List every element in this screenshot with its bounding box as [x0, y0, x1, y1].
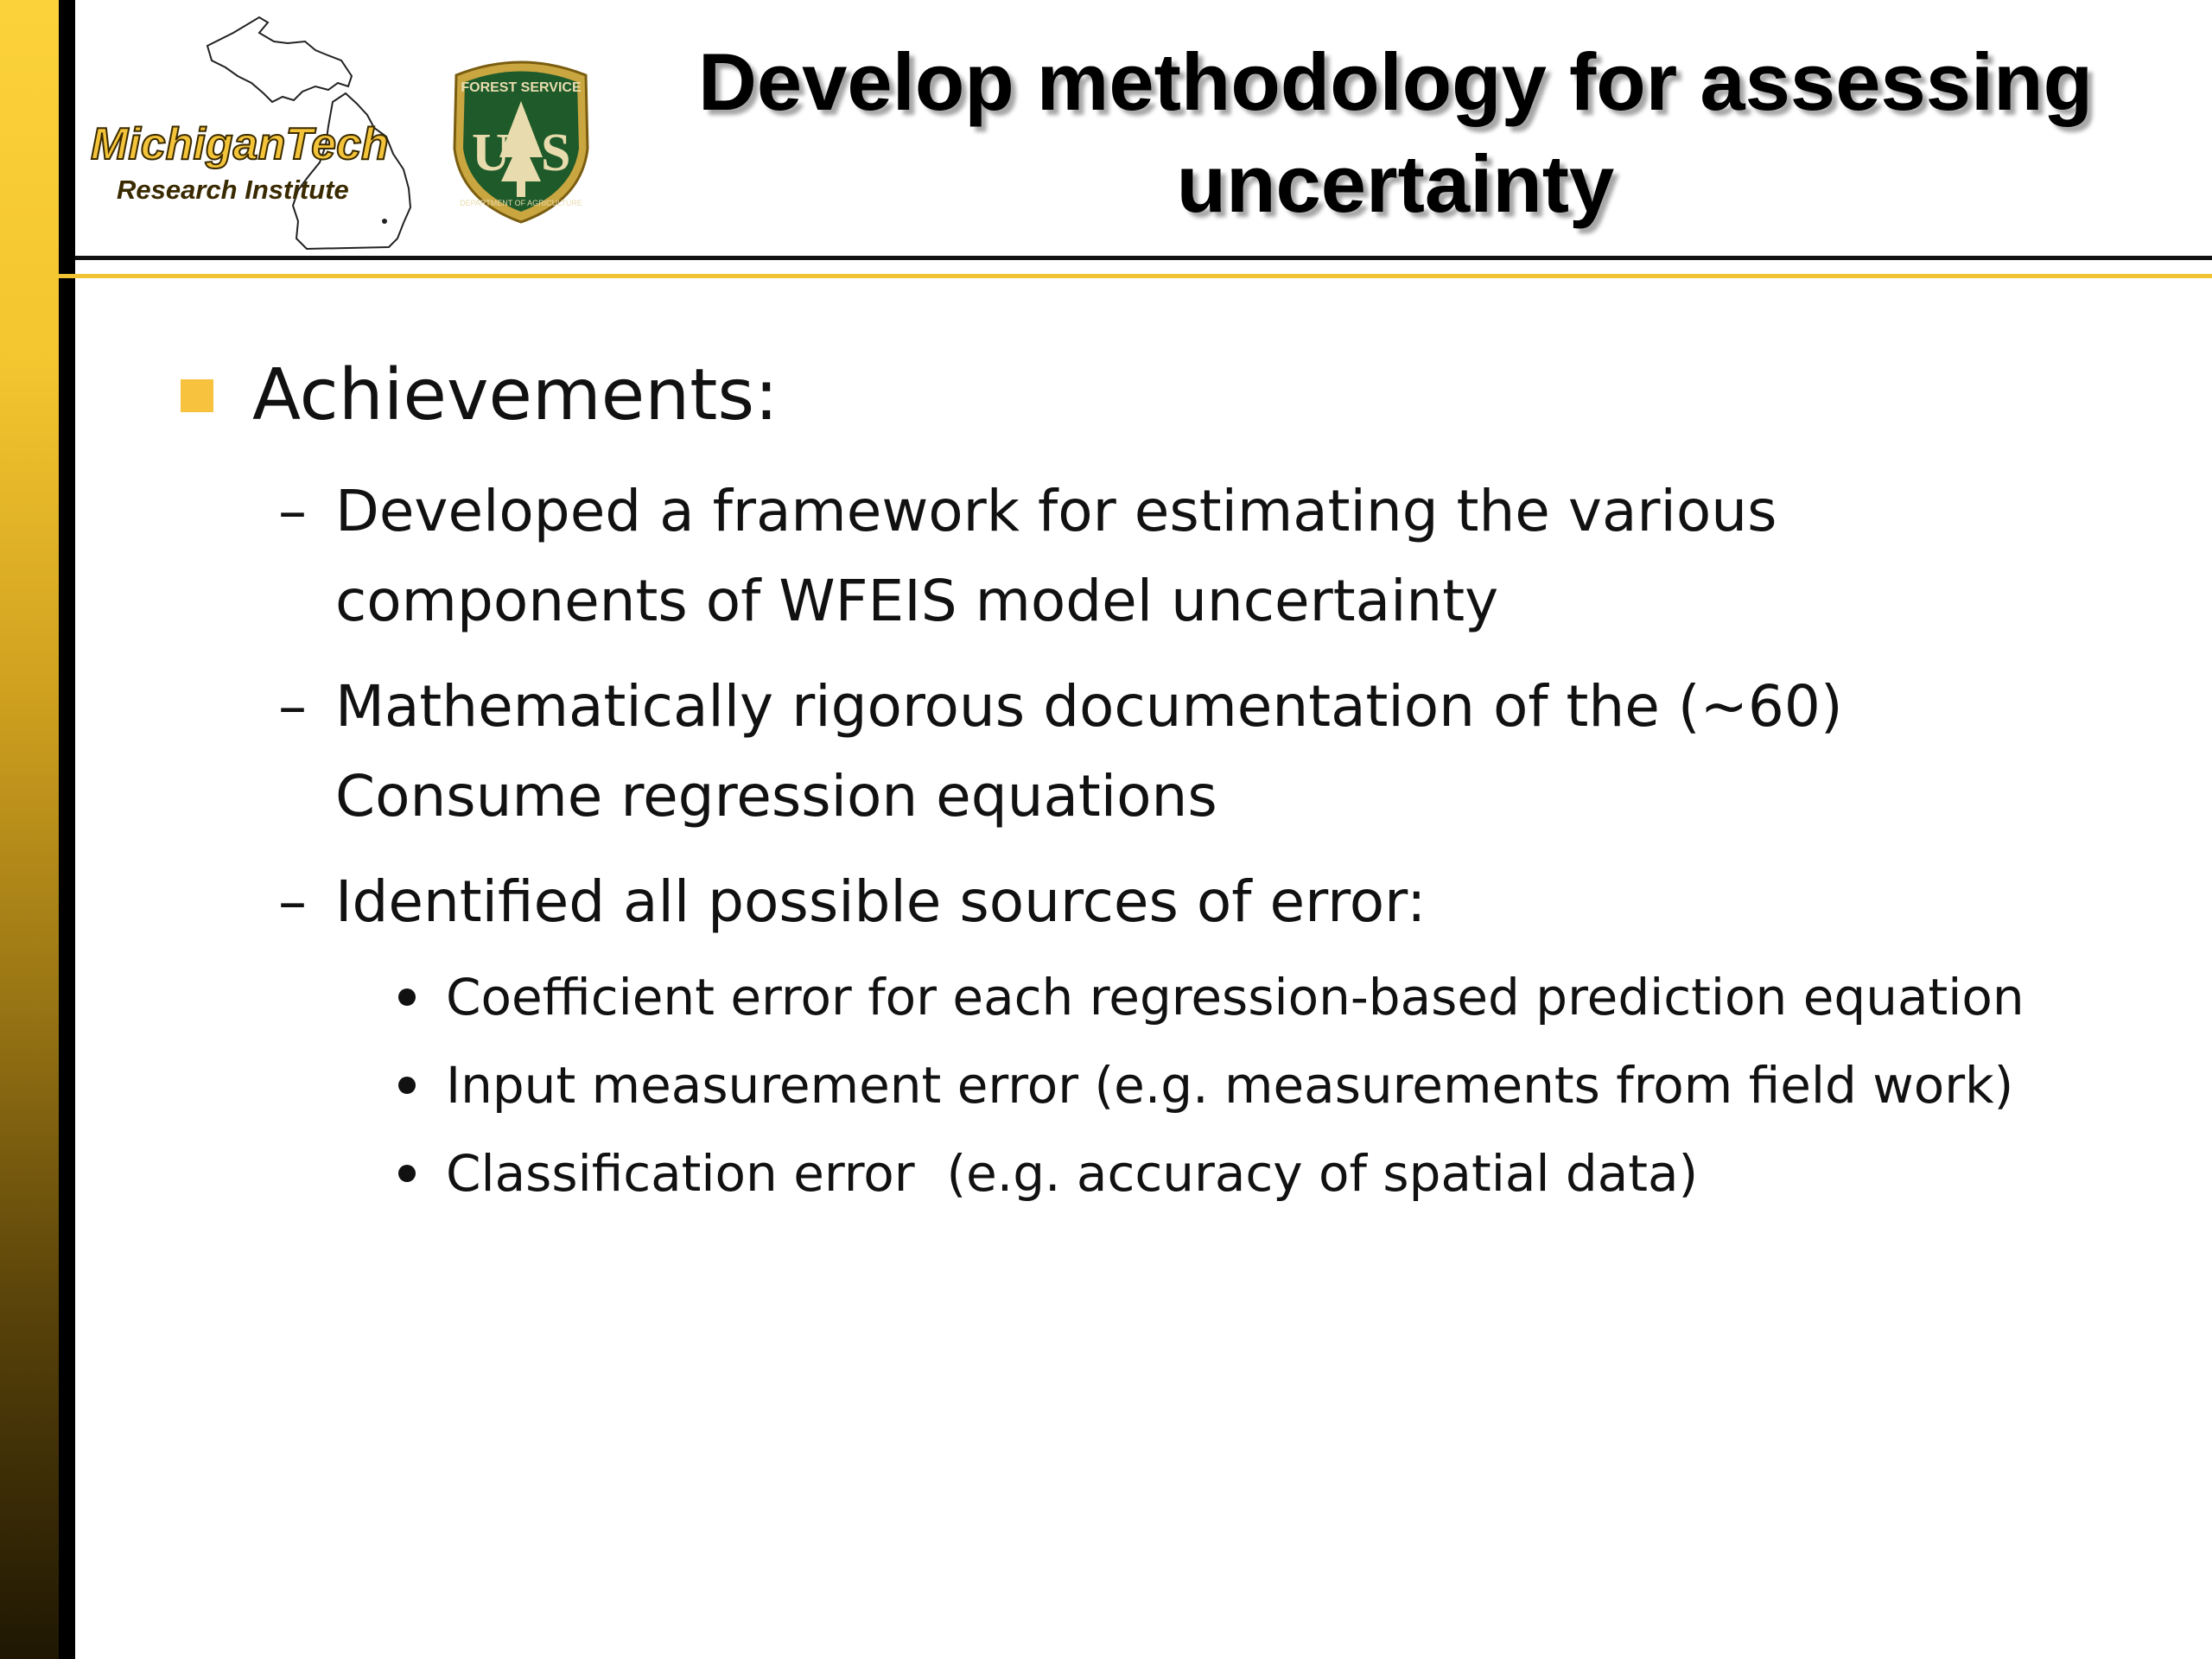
usfs-letter-s: S [541, 124, 571, 182]
list-item-line: Identified all possible sources of error: [335, 868, 1427, 935]
round-bullet-icon [398, 1077, 416, 1094]
sub-list-item: Coefficient error for each regression-based prediction equation [446, 968, 2024, 1027]
logo-text-research-institute: Research Institute [117, 175, 349, 205]
square-bullet-icon [181, 379, 213, 412]
dash-bullet-icon: – [278, 478, 307, 544]
usfs-letter-u: U [472, 124, 511, 182]
round-bullet-icon [398, 1165, 416, 1182]
dash-bullet-icon: – [278, 673, 307, 740]
logo-text-michigantech: MichiganTech [91, 119, 389, 169]
dash-bullet-icon: – [278, 868, 307, 935]
usfs-bottom-text: DEPARTMENT OF AGRICULTURE [460, 199, 582, 207]
round-bullet-icon [398, 988, 416, 1006]
slide-title: Develop methodology for assessing uncertainty [697, 36, 2094, 229]
list-item-line: Consume regression equations [335, 763, 1217, 830]
list-item [335, 662, 2063, 842]
list-item-line: Mathematically rigorous documentation of the (~60) [335, 673, 1843, 740]
list-item [335, 467, 2063, 646]
achievements-heading: Achievements: [252, 354, 779, 436]
list-item-line: components of WFEIS model uncertainty [335, 568, 1499, 634]
list-item [335, 857, 2063, 947]
sub-list-item: Input measurement error (e.g. measurements from field work) [446, 1056, 2014, 1115]
sub-list-item: Classification error (e.g. accuracy of spatial data) [446, 1144, 1699, 1203]
usfs-top-text: FOREST SERVICE [461, 80, 582, 95]
list-item-line: Developed a framework for estimating the various [335, 478, 1777, 544]
